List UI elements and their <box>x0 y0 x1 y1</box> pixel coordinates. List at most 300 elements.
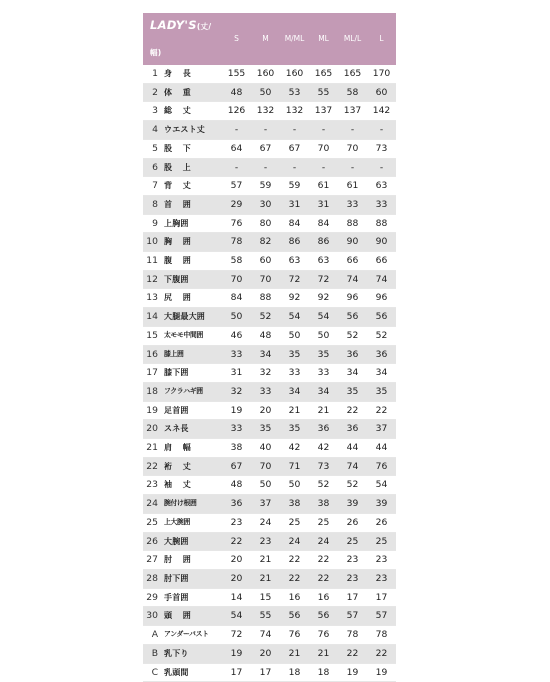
row-number: C <box>143 663 161 682</box>
size-value-cell: 26 <box>367 513 396 532</box>
table-row <box>143 289 396 308</box>
size-value-cell: 61 <box>309 177 338 196</box>
size-value-cell: 50 <box>280 476 309 495</box>
size-value-cell: 31 <box>309 195 338 214</box>
size-value-cell: 78 <box>222 233 251 252</box>
size-value-cell: - <box>280 121 309 140</box>
size-value-cell: 36 <box>338 345 367 364</box>
row-label: 手首囲 <box>161 588 222 607</box>
table-row <box>143 439 396 458</box>
size-value-cell: 57 <box>222 177 251 196</box>
size-value-cell: 21 <box>280 401 309 420</box>
row-number: 9 <box>143 214 161 233</box>
size-value-cell: 55 <box>251 607 280 626</box>
size-value-cell: 82 <box>251 233 280 252</box>
size-value-cell: 33 <box>222 345 251 364</box>
row-number: 24 <box>143 495 161 514</box>
size-value-cell: 17 <box>367 588 396 607</box>
size-value-cell: 54 <box>280 308 309 327</box>
column-header-ml-l: ML/L <box>338 13 367 65</box>
size-value-cell: 23 <box>338 569 367 588</box>
size-value-cell: 39 <box>338 495 367 514</box>
size-value-cell: 33 <box>338 195 367 214</box>
row-label: 背 丈 <box>161 177 222 196</box>
size-value-cell: 72 <box>280 270 309 289</box>
size-value-cell: 78 <box>367 626 396 645</box>
row-number: 29 <box>143 588 161 607</box>
size-value-cell: 48 <box>251 326 280 345</box>
size-value-cell: 15 <box>251 588 280 607</box>
size-value-cell: 88 <box>367 214 396 233</box>
size-value-cell: 40 <box>251 439 280 458</box>
size-value-cell: 38 <box>309 495 338 514</box>
row-number: 30 <box>143 607 161 626</box>
size-value-cell: 26 <box>338 513 367 532</box>
size-value-cell: 22 <box>309 551 338 570</box>
size-value-cell: 23 <box>367 569 396 588</box>
size-value-cell: 22 <box>309 569 338 588</box>
table-row <box>143 644 396 663</box>
size-value-cell: 56 <box>309 607 338 626</box>
table-row <box>143 270 396 289</box>
size-value-cell: 56 <box>338 308 367 327</box>
row-label: 乳頭間 <box>161 663 222 682</box>
row-label: フクラハギ囲 <box>161 382 222 401</box>
row-number: 11 <box>143 252 161 271</box>
size-value-cell: - <box>222 158 251 177</box>
table-body <box>143 65 396 682</box>
size-value-cell: 58 <box>222 252 251 271</box>
size-value-cell: 30 <box>251 195 280 214</box>
size-value-cell: 70 <box>309 139 338 158</box>
size-value-cell: 16 <box>280 588 309 607</box>
table-row <box>143 65 396 83</box>
row-label: 股 上 <box>161 158 222 177</box>
size-value-cell: 52 <box>309 476 338 495</box>
size-value-cell: 86 <box>309 233 338 252</box>
size-value-cell: 25 <box>367 532 396 551</box>
size-value-cell: - <box>222 121 251 140</box>
size-value-cell: 56 <box>367 308 396 327</box>
table-row <box>143 457 396 476</box>
size-value-cell: 31 <box>280 195 309 214</box>
column-header-m: M <box>251 13 280 65</box>
size-value-cell: 56 <box>280 607 309 626</box>
row-number: 22 <box>143 457 161 476</box>
row-label: 首 囲 <box>161 195 222 214</box>
size-value-cell: 142 <box>367 102 396 121</box>
size-value-cell: 90 <box>338 233 367 252</box>
table-row <box>143 588 396 607</box>
row-number: 27 <box>143 551 161 570</box>
size-value-cell: 34 <box>280 382 309 401</box>
table-row <box>143 532 396 551</box>
row-label: 裄 丈 <box>161 457 222 476</box>
size-value-cell: - <box>280 158 309 177</box>
size-value-cell: 37 <box>367 420 396 439</box>
size-value-cell: 22 <box>338 644 367 663</box>
size-value-cell: - <box>367 158 396 177</box>
size-value-cell: 70 <box>251 270 280 289</box>
table-row <box>143 551 396 570</box>
table-row <box>143 83 396 102</box>
size-value-cell: 48 <box>222 476 251 495</box>
size-value-cell: 31 <box>222 364 251 383</box>
size-value-cell: 64 <box>222 139 251 158</box>
row-number: B <box>143 644 161 663</box>
size-value-cell: 67 <box>251 139 280 158</box>
size-value-cell: 96 <box>367 289 396 308</box>
size-value-cell: 76 <box>309 626 338 645</box>
size-value-cell: 17 <box>338 588 367 607</box>
size-value-cell: 44 <box>338 439 367 458</box>
size-value-cell: 33 <box>309 364 338 383</box>
size-value-cell: 84 <box>280 214 309 233</box>
size-value-cell: 132 <box>251 102 280 121</box>
size-value-cell: 32 <box>222 382 251 401</box>
table-row <box>143 195 396 214</box>
table-row <box>143 476 396 495</box>
size-value-cell: 25 <box>338 532 367 551</box>
size-value-cell: 20 <box>251 644 280 663</box>
size-value-cell: - <box>309 158 338 177</box>
size-value-cell: 25 <box>309 513 338 532</box>
size-value-cell: 74 <box>338 457 367 476</box>
size-value-cell: 170 <box>367 65 396 83</box>
size-value-cell: 52 <box>367 326 396 345</box>
row-number: 17 <box>143 364 161 383</box>
size-value-cell: 34 <box>251 345 280 364</box>
size-value-cell: 33 <box>367 195 396 214</box>
row-label: 大腕囲 <box>161 532 222 551</box>
size-value-cell: 23 <box>338 551 367 570</box>
row-label: 膝上囲 <box>161 345 222 364</box>
size-value-cell: 21 <box>309 644 338 663</box>
size-value-cell: 155 <box>222 65 251 83</box>
size-value-cell: - <box>251 158 280 177</box>
table-row <box>143 626 396 645</box>
size-value-cell: 38 <box>222 439 251 458</box>
row-number: A <box>143 626 161 645</box>
size-value-cell: 74 <box>251 626 280 645</box>
table-row <box>143 252 396 271</box>
size-value-cell: 35 <box>309 345 338 364</box>
size-value-cell: 14 <box>222 588 251 607</box>
size-value-cell: 39 <box>367 495 396 514</box>
size-value-cell: 22 <box>280 551 309 570</box>
size-value-cell: 23 <box>367 551 396 570</box>
size-value-cell: 72 <box>222 626 251 645</box>
size-value-cell: 36 <box>222 495 251 514</box>
row-number: 19 <box>143 401 161 420</box>
size-value-cell: 92 <box>309 289 338 308</box>
size-value-cell: 50 <box>251 83 280 102</box>
size-value-cell: 67 <box>280 139 309 158</box>
size-value-cell: 90 <box>367 233 396 252</box>
column-header-m-ml: M/ML <box>280 13 309 65</box>
size-value-cell: - <box>251 121 280 140</box>
size-value-cell: 20 <box>222 569 251 588</box>
row-label: 尻 囲 <box>161 289 222 308</box>
size-value-cell: 71 <box>280 457 309 476</box>
size-value-cell: 34 <box>338 364 367 383</box>
table-row <box>143 345 396 364</box>
size-value-cell: 32 <box>251 364 280 383</box>
row-number: 5 <box>143 139 161 158</box>
size-value-cell: 19 <box>222 644 251 663</box>
size-value-cell: 34 <box>367 364 396 383</box>
row-number: 14 <box>143 308 161 327</box>
size-value-cell: 33 <box>251 382 280 401</box>
table-row <box>143 214 396 233</box>
row-label: ウエスト丈 <box>161 121 222 140</box>
row-number: 28 <box>143 569 161 588</box>
size-value-cell: 25 <box>280 513 309 532</box>
row-number: 7 <box>143 177 161 196</box>
size-value-cell: 165 <box>309 65 338 83</box>
table-row <box>143 364 396 383</box>
table-row <box>143 121 396 140</box>
size-value-cell: 57 <box>338 607 367 626</box>
size-value-cell: 53 <box>280 83 309 102</box>
size-value-cell: 50 <box>280 326 309 345</box>
size-value-cell: 137 <box>309 102 338 121</box>
size-value-cell: 59 <box>251 177 280 196</box>
row-label: 腹 囲 <box>161 252 222 271</box>
size-value-cell: 58 <box>338 83 367 102</box>
title-text: LADY'S <box>150 18 197 32</box>
row-number: 23 <box>143 476 161 495</box>
size-value-cell: 76 <box>367 457 396 476</box>
row-number: 15 <box>143 326 161 345</box>
table-row <box>143 326 396 345</box>
row-number: 20 <box>143 420 161 439</box>
table-row <box>143 102 396 121</box>
size-value-cell: 132 <box>280 102 309 121</box>
size-value-cell: 73 <box>309 457 338 476</box>
table-row <box>143 233 396 252</box>
size-value-cell: 66 <box>367 252 396 271</box>
size-value-cell: 67 <box>222 457 251 476</box>
size-value-cell: 52 <box>338 326 367 345</box>
column-header-ml: ML <box>309 13 338 65</box>
column-header-l: L <box>367 13 396 65</box>
size-value-cell: 78 <box>338 626 367 645</box>
row-label: 身 長 <box>161 65 222 83</box>
size-value-cell: 35 <box>367 382 396 401</box>
size-value-cell: 33 <box>222 420 251 439</box>
row-number: 18 <box>143 382 161 401</box>
size-value-cell: 74 <box>367 270 396 289</box>
size-value-cell: 22 <box>338 401 367 420</box>
size-value-cell: 46 <box>222 326 251 345</box>
row-number: 25 <box>143 513 161 532</box>
size-value-cell: 22 <box>280 569 309 588</box>
title-unit: (丈/幅) <box>150 22 212 57</box>
size-value-cell: - <box>338 158 367 177</box>
size-value-cell: 24 <box>309 532 338 551</box>
size-value-cell: 21 <box>309 401 338 420</box>
size-value-cell: 88 <box>338 214 367 233</box>
size-value-cell: 73 <box>367 139 396 158</box>
size-value-cell: 54 <box>309 308 338 327</box>
size-value-cell: 24 <box>251 513 280 532</box>
row-label: 上胸囲 <box>161 214 222 233</box>
size-value-cell: 74 <box>338 270 367 289</box>
size-value-cell: 22 <box>367 401 396 420</box>
row-label: 上大腕囲 <box>161 513 222 532</box>
row-label: 肘下囲 <box>161 569 222 588</box>
size-value-cell: 76 <box>222 214 251 233</box>
row-number: 10 <box>143 233 161 252</box>
size-value-cell: 70 <box>222 270 251 289</box>
table-row <box>143 401 396 420</box>
size-value-cell: 80 <box>251 214 280 233</box>
table-title <box>143 13 222 65</box>
size-value-cell: 61 <box>338 177 367 196</box>
size-value-cell: 52 <box>251 308 280 327</box>
size-value-cell: 19 <box>367 663 396 682</box>
size-value-cell: 20 <box>251 401 280 420</box>
size-value-cell: 63 <box>367 177 396 196</box>
size-value-cell: 18 <box>309 663 338 682</box>
size-value-cell: 165 <box>338 65 367 83</box>
row-label: アンダーバスト <box>161 626 222 645</box>
size-value-cell: 35 <box>338 382 367 401</box>
size-value-cell: 88 <box>251 289 280 308</box>
row-number: 3 <box>143 102 161 121</box>
size-value-cell: 86 <box>280 233 309 252</box>
size-value-cell: 66 <box>338 252 367 271</box>
size-value-cell: 38 <box>280 495 309 514</box>
size-value-cell: 36 <box>367 345 396 364</box>
size-value-cell: 22 <box>367 644 396 663</box>
size-value-cell: 92 <box>280 289 309 308</box>
table-row <box>143 513 396 532</box>
size-value-cell: 50 <box>222 308 251 327</box>
size-value-cell: 36 <box>338 420 367 439</box>
size-value-cell: 36 <box>309 420 338 439</box>
row-label: 頭 囲 <box>161 607 222 626</box>
table-row <box>143 139 396 158</box>
table-row <box>143 607 396 626</box>
table-row <box>143 382 396 401</box>
size-table <box>143 13 396 682</box>
size-value-cell: 35 <box>280 345 309 364</box>
row-number: 1 <box>143 65 161 83</box>
size-value-cell: 16 <box>309 588 338 607</box>
size-value-cell: 29 <box>222 195 251 214</box>
size-value-cell: 19 <box>222 401 251 420</box>
row-label: 総 丈 <box>161 102 222 121</box>
row-label: 膝下囲 <box>161 364 222 383</box>
size-value-cell: 50 <box>251 476 280 495</box>
row-number: 2 <box>143 83 161 102</box>
row-number: 6 <box>143 158 161 177</box>
size-value-cell: 84 <box>309 214 338 233</box>
column-header-s: S <box>222 13 251 65</box>
size-value-cell: 20 <box>222 551 251 570</box>
size-value-cell: 35 <box>280 420 309 439</box>
size-value-cell: 48 <box>222 83 251 102</box>
size-value-cell: 63 <box>280 252 309 271</box>
size-value-cell: 44 <box>367 439 396 458</box>
row-label: 太モモ中間囲 <box>161 326 222 345</box>
size-value-cell: 35 <box>251 420 280 439</box>
size-value-cell: 21 <box>280 644 309 663</box>
row-label: 肘 囲 <box>161 551 222 570</box>
table-row <box>143 569 396 588</box>
row-label: スネ長 <box>161 420 222 439</box>
row-label: 乳下り <box>161 644 222 663</box>
size-value-cell: 21 <box>251 569 280 588</box>
row-label: 体 重 <box>161 83 222 102</box>
size-value-cell: 60 <box>251 252 280 271</box>
table-row <box>143 495 396 514</box>
size-value-cell: 76 <box>280 626 309 645</box>
row-label: 肩 幅 <box>161 439 222 458</box>
row-number: 4 <box>143 121 161 140</box>
size-value-cell: 19 <box>338 663 367 682</box>
size-value-cell: - <box>367 121 396 140</box>
row-label: 胸 囲 <box>161 233 222 252</box>
size-value-cell: 24 <box>280 532 309 551</box>
row-label: 腕付け根囲 <box>161 495 222 514</box>
size-value-cell: - <box>309 121 338 140</box>
size-value-cell: 72 <box>309 270 338 289</box>
size-value-cell: 126 <box>222 102 251 121</box>
table-row <box>143 420 396 439</box>
size-value-cell: 96 <box>338 289 367 308</box>
size-value-cell: 50 <box>309 326 338 345</box>
row-number: 16 <box>143 345 161 364</box>
row-number: 12 <box>143 270 161 289</box>
size-chart <box>143 13 396 682</box>
table-row <box>143 308 396 327</box>
row-number: 21 <box>143 439 161 458</box>
size-value-cell: 18 <box>280 663 309 682</box>
size-value-cell: 55 <box>309 83 338 102</box>
table-row <box>143 158 396 177</box>
size-value-cell: 33 <box>280 364 309 383</box>
row-label: 袖 丈 <box>161 476 222 495</box>
table-row <box>143 663 396 682</box>
size-value-cell: 160 <box>280 65 309 83</box>
size-value-cell: 42 <box>280 439 309 458</box>
size-value-cell: 52 <box>338 476 367 495</box>
row-label: 足首囲 <box>161 401 222 420</box>
row-number: 13 <box>143 289 161 308</box>
row-label: 下腹囲 <box>161 270 222 289</box>
size-value-cell: 160 <box>251 65 280 83</box>
size-value-cell: 23 <box>222 513 251 532</box>
size-value-cell: 70 <box>251 457 280 476</box>
row-label: 股 下 <box>161 139 222 158</box>
size-value-cell: 137 <box>338 102 367 121</box>
size-value-cell: 57 <box>367 607 396 626</box>
size-value-cell: 60 <box>367 83 396 102</box>
size-value-cell: 54 <box>222 607 251 626</box>
size-value-cell: 42 <box>309 439 338 458</box>
row-number: 8 <box>143 195 161 214</box>
size-value-cell: 59 <box>280 177 309 196</box>
row-label: 大腿最大囲 <box>161 308 222 327</box>
size-value-cell: 34 <box>309 382 338 401</box>
size-value-cell: 70 <box>338 139 367 158</box>
size-value-cell: 17 <box>222 663 251 682</box>
size-value-cell: 17 <box>251 663 280 682</box>
table-row <box>143 177 396 196</box>
